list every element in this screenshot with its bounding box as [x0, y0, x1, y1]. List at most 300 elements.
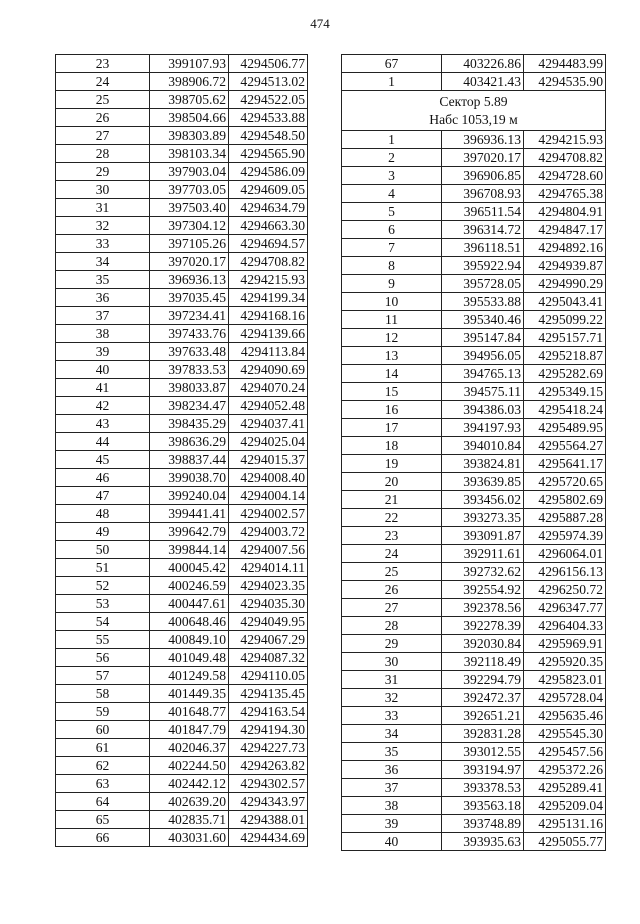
x-coordinate-cell: 400045.42: [150, 559, 229, 577]
x-coordinate-cell: 400648.46: [150, 613, 229, 631]
table-row: [342, 635, 606, 653]
point-number-cell: 21: [342, 491, 442, 509]
y-coordinate-cell: 4295043.41: [524, 293, 606, 311]
table-row: [342, 743, 606, 761]
y-coordinate-cell: 4294015.37: [229, 451, 308, 469]
point-number-cell: 29: [56, 163, 150, 181]
table-row: [56, 55, 308, 73]
table-row: [56, 433, 308, 451]
point-number-cell: 3: [342, 167, 442, 185]
table-row: [342, 563, 606, 581]
x-coordinate-cell: 395147.84: [442, 329, 524, 347]
point-number-cell: 54: [56, 613, 150, 631]
table-row: [342, 347, 606, 365]
y-coordinate-cell: 4296250.72: [524, 581, 606, 599]
y-coordinate-cell: 4295457.56: [524, 743, 606, 761]
x-coordinate-cell: 401648.77: [150, 703, 229, 721]
table-row: [56, 253, 308, 271]
y-coordinate-cell: 4294070.24: [229, 379, 308, 397]
point-number-cell: 34: [342, 725, 442, 743]
x-coordinate-cell: 402639.20: [150, 793, 229, 811]
table-row: [56, 811, 308, 829]
coordinates-table-right: [341, 54, 606, 851]
x-coordinate-cell: 393456.02: [442, 491, 524, 509]
table-row: [342, 383, 606, 401]
point-number-cell: 31: [56, 199, 150, 217]
y-coordinate-cell: 4294004.14: [229, 487, 308, 505]
point-number-cell: 55: [56, 631, 150, 649]
y-coordinate-cell: 4294139.66: [229, 325, 308, 343]
point-number-cell: 26: [56, 109, 150, 127]
y-coordinate-cell: 4294939.87: [524, 257, 606, 275]
sector-height: Набс 1053,19 м: [429, 111, 518, 127]
table-row: [56, 595, 308, 613]
table-row: [56, 361, 308, 379]
x-coordinate-cell: 393194.97: [442, 761, 524, 779]
point-number-cell: 41: [56, 379, 150, 397]
y-coordinate-cell: 4294728.60: [524, 167, 606, 185]
point-number-cell: 13: [342, 347, 442, 365]
point-number-cell: 44: [56, 433, 150, 451]
table-row: [56, 703, 308, 721]
y-coordinate-cell: 4294052.48: [229, 397, 308, 415]
table-row: [342, 293, 606, 311]
x-coordinate-cell: 397503.40: [150, 199, 229, 217]
x-coordinate-cell: 402442.12: [150, 775, 229, 793]
y-coordinate-cell: 4294135.45: [229, 685, 308, 703]
point-number-cell: 57: [56, 667, 150, 685]
x-coordinate-cell: 399642.79: [150, 523, 229, 541]
table-row: [56, 469, 308, 487]
point-number-cell: 59: [56, 703, 150, 721]
table-row: [342, 761, 606, 779]
point-number-cell: 49: [56, 523, 150, 541]
y-coordinate-cell: 4294548.50: [229, 127, 308, 145]
x-coordinate-cell: 401049.48: [150, 649, 229, 667]
table-row: [342, 167, 606, 185]
table-row: [56, 91, 308, 109]
y-coordinate-cell: 4295218.87: [524, 347, 606, 365]
point-number-cell: 34: [56, 253, 150, 271]
x-coordinate-cell: 400447.61: [150, 595, 229, 613]
table-row: [342, 725, 606, 743]
table-row: [56, 325, 308, 343]
y-coordinate-cell: 4295823.01: [524, 671, 606, 689]
point-number-cell: 18: [342, 437, 442, 455]
x-coordinate-cell: 392278.39: [442, 617, 524, 635]
y-coordinate-cell: 4295099.22: [524, 311, 606, 329]
y-coordinate-cell: 4294014.11: [229, 559, 308, 577]
table-row: [56, 181, 308, 199]
point-number-cell: 11: [342, 311, 442, 329]
x-coordinate-cell: 393012.55: [442, 743, 524, 761]
point-number-cell: 7: [342, 239, 442, 257]
point-number-cell: 36: [342, 761, 442, 779]
y-coordinate-cell: 4295641.17: [524, 455, 606, 473]
point-number-cell: 19: [342, 455, 442, 473]
y-coordinate-cell: 4294535.90: [524, 73, 606, 91]
y-coordinate-cell: 4295920.35: [524, 653, 606, 671]
x-coordinate-cell: 401449.35: [150, 685, 229, 703]
point-number-cell: 39: [56, 343, 150, 361]
table-row: [56, 397, 308, 415]
x-coordinate-cell: 402046.37: [150, 739, 229, 757]
y-coordinate-cell: 4294002.57: [229, 505, 308, 523]
point-number-cell: 51: [56, 559, 150, 577]
x-coordinate-cell: 397633.48: [150, 343, 229, 361]
point-number-cell: 37: [56, 307, 150, 325]
point-number-cell: 38: [56, 325, 150, 343]
table-row: [56, 487, 308, 505]
y-coordinate-cell: 4294090.69: [229, 361, 308, 379]
table-row: [342, 221, 606, 239]
x-coordinate-cell: 398837.44: [150, 451, 229, 469]
table-row: [342, 653, 606, 671]
point-number-cell: 28: [342, 617, 442, 635]
x-coordinate-cell: 398103.34: [150, 145, 229, 163]
x-coordinate-cell: 401249.58: [150, 667, 229, 685]
x-coordinate-cell: 394765.13: [442, 365, 524, 383]
table-row: [342, 599, 606, 617]
y-coordinate-cell: 4294663.30: [229, 217, 308, 235]
point-number-cell: 33: [56, 235, 150, 253]
y-coordinate-cell: 4294087.32: [229, 649, 308, 667]
x-coordinate-cell: 392554.92: [442, 581, 524, 599]
table-row: [56, 721, 308, 739]
x-coordinate-cell: 398033.87: [150, 379, 229, 397]
x-coordinate-cell: 395533.88: [442, 293, 524, 311]
sector-header: [342, 91, 606, 131]
point-number-cell: 8: [342, 257, 442, 275]
point-number-cell: 14: [342, 365, 442, 383]
point-number-cell: 48: [56, 505, 150, 523]
y-coordinate-cell: 4294634.79: [229, 199, 308, 217]
table-row: [342, 689, 606, 707]
x-coordinate-cell: 397020.17: [150, 253, 229, 271]
point-number-cell: 43: [56, 415, 150, 433]
x-coordinate-cell: 401847.79: [150, 721, 229, 739]
coordinates-table-left: [55, 54, 308, 847]
table-row: [56, 127, 308, 145]
x-coordinate-cell: 396906.85: [442, 167, 524, 185]
table-row: [56, 73, 308, 91]
table-row: [56, 505, 308, 523]
x-coordinate-cell: 399107.93: [150, 55, 229, 73]
point-number-cell: 20: [342, 473, 442, 491]
y-coordinate-cell: 4295969.91: [524, 635, 606, 653]
x-coordinate-cell: 396314.72: [442, 221, 524, 239]
table-row: [56, 271, 308, 289]
point-number-cell: 64: [56, 793, 150, 811]
table-row: [56, 289, 308, 307]
table-row: [342, 311, 606, 329]
sector-header-row: [342, 91, 606, 131]
table-row: [56, 523, 308, 541]
x-coordinate-cell: 398504.66: [150, 109, 229, 127]
x-coordinate-cell: 392651.21: [442, 707, 524, 725]
point-number-cell: 25: [56, 91, 150, 109]
x-coordinate-cell: 394956.05: [442, 347, 524, 365]
point-number-cell: 53: [56, 595, 150, 613]
table-row: [342, 617, 606, 635]
table-row: [342, 455, 606, 473]
x-coordinate-cell: 403421.43: [442, 73, 524, 91]
table-row: [342, 545, 606, 563]
x-coordinate-cell: 393563.18: [442, 797, 524, 815]
table-row: [56, 379, 308, 397]
point-number-cell: 4: [342, 185, 442, 203]
point-number-cell: 30: [342, 653, 442, 671]
y-coordinate-cell: 4294483.99: [524, 55, 606, 73]
y-coordinate-cell: 4294168.16: [229, 307, 308, 325]
x-coordinate-cell: 392378.56: [442, 599, 524, 617]
table-row: [56, 217, 308, 235]
table-row: [342, 581, 606, 599]
x-coordinate-cell: 397020.17: [442, 149, 524, 167]
x-coordinate-cell: 395340.46: [442, 311, 524, 329]
point-number-cell: 26: [342, 581, 442, 599]
y-coordinate-cell: 4294199.34: [229, 289, 308, 307]
point-number-cell: 36: [56, 289, 150, 307]
point-number-cell: 32: [342, 689, 442, 707]
y-coordinate-cell: 4294343.97: [229, 793, 308, 811]
x-coordinate-cell: 400246.59: [150, 577, 229, 595]
y-coordinate-cell: 4294113.84: [229, 343, 308, 361]
y-coordinate-cell: 4294892.16: [524, 239, 606, 257]
y-coordinate-cell: 4296404.33: [524, 617, 606, 635]
table-row: [56, 235, 308, 253]
table-row: [56, 685, 308, 703]
point-number-cell: 58: [56, 685, 150, 703]
x-coordinate-cell: 393378.53: [442, 779, 524, 797]
table-row: [342, 527, 606, 545]
y-coordinate-cell: 4294434.69: [229, 829, 308, 847]
y-coordinate-cell: 4295372.26: [524, 761, 606, 779]
x-coordinate-cell: 398234.47: [150, 397, 229, 415]
x-coordinate-cell: 397833.53: [150, 361, 229, 379]
point-number-cell: 65: [56, 811, 150, 829]
table-row: [56, 577, 308, 595]
y-coordinate-cell: 4294388.01: [229, 811, 308, 829]
point-number-cell: 16: [342, 401, 442, 419]
y-coordinate-cell: 4294513.02: [229, 73, 308, 91]
x-coordinate-cell: 394575.11: [442, 383, 524, 401]
y-coordinate-cell: 4294609.05: [229, 181, 308, 199]
y-coordinate-cell: 4295802.69: [524, 491, 606, 509]
x-coordinate-cell: 396936.13: [150, 271, 229, 289]
y-coordinate-cell: 4294003.72: [229, 523, 308, 541]
y-coordinate-cell: 4295489.95: [524, 419, 606, 437]
y-coordinate-cell: 4295564.27: [524, 437, 606, 455]
table-row: [56, 613, 308, 631]
point-number-cell: 22: [342, 509, 442, 527]
x-coordinate-cell: 395728.05: [442, 275, 524, 293]
table-row: [342, 797, 606, 815]
point-number-cell: 27: [342, 599, 442, 617]
x-coordinate-cell: 392831.28: [442, 725, 524, 743]
table-row: [342, 491, 606, 509]
point-number-cell: 47: [56, 487, 150, 505]
point-number-cell: 15: [342, 383, 442, 401]
x-coordinate-cell: 397433.76: [150, 325, 229, 343]
point-number-cell: 29: [342, 635, 442, 653]
x-coordinate-cell: 396118.51: [442, 239, 524, 257]
y-coordinate-cell: 4295974.39: [524, 527, 606, 545]
point-number-cell: 25: [342, 563, 442, 581]
table-row: [342, 275, 606, 293]
sector-title: Сектор 5.89: [439, 93, 508, 109]
x-coordinate-cell: 392030.84: [442, 635, 524, 653]
x-coordinate-cell: 397903.04: [150, 163, 229, 181]
table-row: [56, 109, 308, 127]
table-row: [342, 473, 606, 491]
point-number-cell: 24: [342, 545, 442, 563]
x-coordinate-cell: 403031.60: [150, 829, 229, 847]
x-coordinate-cell: 396511.54: [442, 203, 524, 221]
y-coordinate-cell: 4296347.77: [524, 599, 606, 617]
point-number-cell: 31: [342, 671, 442, 689]
y-coordinate-cell: 4294215.93: [524, 131, 606, 149]
y-coordinate-cell: 4294037.41: [229, 415, 308, 433]
y-coordinate-cell: 4294110.05: [229, 667, 308, 685]
point-number-cell: 33: [342, 707, 442, 725]
table-row: [56, 559, 308, 577]
table-row: [56, 145, 308, 163]
y-coordinate-cell: 4295209.04: [524, 797, 606, 815]
point-number-cell: 61: [56, 739, 150, 757]
y-coordinate-cell: 4294506.77: [229, 55, 308, 73]
table-row: [342, 419, 606, 437]
point-number-cell: 24: [56, 73, 150, 91]
y-coordinate-cell: 4294194.30: [229, 721, 308, 739]
y-coordinate-cell: 4294565.90: [229, 145, 308, 163]
table-row: [56, 451, 308, 469]
x-coordinate-cell: 393935.63: [442, 833, 524, 851]
point-number-cell: 35: [56, 271, 150, 289]
point-number-cell: 50: [56, 541, 150, 559]
y-coordinate-cell: 4294227.73: [229, 739, 308, 757]
table-row: [56, 343, 308, 361]
table-row: [56, 739, 308, 757]
table-row: [56, 667, 308, 685]
x-coordinate-cell: 394197.93: [442, 419, 524, 437]
table-row: [56, 541, 308, 559]
table-row: [342, 779, 606, 797]
y-coordinate-cell: 4294035.30: [229, 595, 308, 613]
x-coordinate-cell: 399844.14: [150, 541, 229, 559]
point-number-cell: 62: [56, 757, 150, 775]
x-coordinate-cell: 393748.89: [442, 815, 524, 833]
x-coordinate-cell: 394010.84: [442, 437, 524, 455]
x-coordinate-cell: 395922.94: [442, 257, 524, 275]
table-row: [342, 257, 606, 275]
table-row: [342, 185, 606, 203]
y-coordinate-cell: 4294049.95: [229, 613, 308, 631]
point-number-cell: 27: [56, 127, 150, 145]
point-number-cell: 30: [56, 181, 150, 199]
x-coordinate-cell: 392294.79: [442, 671, 524, 689]
point-number-cell: 66: [56, 829, 150, 847]
x-coordinate-cell: 397105.26: [150, 235, 229, 253]
x-coordinate-cell: 392732.62: [442, 563, 524, 581]
point-number-cell: 45: [56, 451, 150, 469]
table-row: [342, 73, 606, 91]
point-number-cell: 35: [342, 743, 442, 761]
y-coordinate-cell: 4295157.71: [524, 329, 606, 347]
y-coordinate-cell: 4294765.38: [524, 185, 606, 203]
y-coordinate-cell: 4294804.91: [524, 203, 606, 221]
point-number-cell: 60: [56, 721, 150, 739]
x-coordinate-cell: 393273.35: [442, 509, 524, 527]
y-coordinate-cell: 4295545.30: [524, 725, 606, 743]
table-row: [342, 509, 606, 527]
point-number-cell: 23: [342, 527, 442, 545]
x-coordinate-cell: 392911.61: [442, 545, 524, 563]
x-coordinate-cell: 392118.49: [442, 653, 524, 671]
y-coordinate-cell: 4295728.04: [524, 689, 606, 707]
y-coordinate-cell: 4295289.41: [524, 779, 606, 797]
table-row: [342, 55, 606, 73]
point-number-cell: 38: [342, 797, 442, 815]
point-number-cell: 28: [56, 145, 150, 163]
y-coordinate-cell: 4296064.01: [524, 545, 606, 563]
x-coordinate-cell: 396708.93: [442, 185, 524, 203]
point-number-cell: 63: [56, 775, 150, 793]
x-coordinate-cell: 397234.41: [150, 307, 229, 325]
point-number-cell: 1: [342, 73, 442, 91]
y-coordinate-cell: 4294067.29: [229, 631, 308, 649]
table-row: [342, 833, 606, 851]
x-coordinate-cell: 397035.45: [150, 289, 229, 307]
point-number-cell: 39: [342, 815, 442, 833]
page-number: 474: [310, 16, 330, 31]
point-number-cell: 32: [56, 217, 150, 235]
table-row: [56, 775, 308, 793]
x-coordinate-cell: 398435.29: [150, 415, 229, 433]
x-coordinate-cell: 399441.41: [150, 505, 229, 523]
x-coordinate-cell: 398303.89: [150, 127, 229, 145]
x-coordinate-cell: 402244.50: [150, 757, 229, 775]
table-row: [342, 239, 606, 257]
point-number-cell: 23: [56, 55, 150, 73]
table-row: [56, 793, 308, 811]
table-row: [342, 203, 606, 221]
y-coordinate-cell: 4294025.04: [229, 433, 308, 451]
x-coordinate-cell: 393824.81: [442, 455, 524, 473]
y-coordinate-cell: 4294990.29: [524, 275, 606, 293]
point-number-cell: 6: [342, 221, 442, 239]
point-number-cell: 2: [342, 149, 442, 167]
point-number-cell: 67: [342, 55, 442, 73]
x-coordinate-cell: 398636.29: [150, 433, 229, 451]
table-row: [342, 671, 606, 689]
point-number-cell: 52: [56, 577, 150, 595]
point-number-cell: 1: [342, 131, 442, 149]
x-coordinate-cell: 402835.71: [150, 811, 229, 829]
table-row: [342, 131, 606, 149]
x-coordinate-cell: 396936.13: [442, 131, 524, 149]
x-coordinate-cell: 400849.10: [150, 631, 229, 649]
y-coordinate-cell: 4296156.13: [524, 563, 606, 581]
table-row: [56, 631, 308, 649]
y-coordinate-cell: 4295887.28: [524, 509, 606, 527]
y-coordinate-cell: 4294586.09: [229, 163, 308, 181]
y-coordinate-cell: 4294023.35: [229, 577, 308, 595]
x-coordinate-cell: 394386.03: [442, 401, 524, 419]
x-coordinate-cell: 397703.05: [150, 181, 229, 199]
table-row: [342, 365, 606, 383]
table-row: [342, 815, 606, 833]
